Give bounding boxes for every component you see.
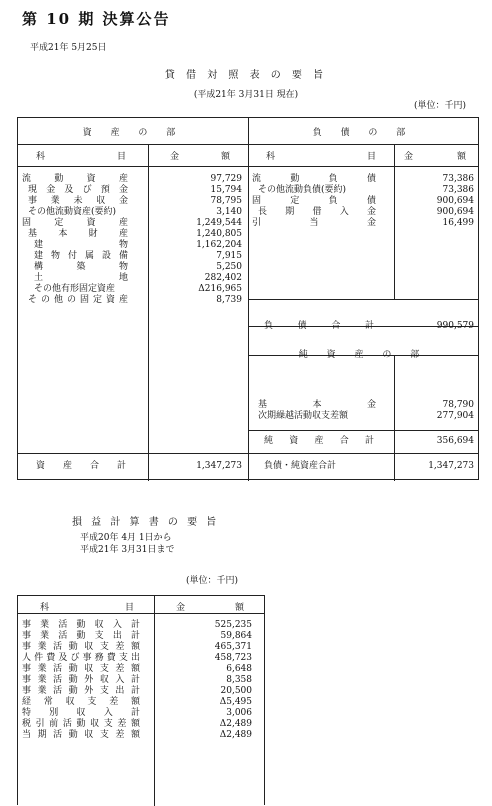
- liability-label: 長期借入金: [258, 207, 376, 217]
- asset-label: 土地: [34, 273, 128, 283]
- asset-amount: 3,140: [216, 207, 242, 217]
- asset-label: その他有形固定資産: [34, 284, 116, 294]
- assets-section-header: 資 産 の 部: [82, 128, 184, 138]
- liability-amount: 16,499: [442, 218, 474, 228]
- asset-amount: 8,739: [216, 295, 242, 305]
- net-asset-label: 基本金: [258, 400, 376, 410]
- assets-total-label: 資産合計: [36, 461, 126, 471]
- assets-total-amount: 1,347,273: [196, 461, 242, 471]
- asset-amount: 78,795: [210, 196, 242, 206]
- net-asset-amount: 277,904: [436, 411, 474, 421]
- income-statement-table: [17, 595, 265, 805]
- liability-amount: 73,386: [442, 185, 474, 195]
- net-assets-section-header: 純 資 産 の 部: [298, 350, 428, 360]
- pl-row-amount: Δ5,495: [219, 697, 252, 707]
- income-statement-unit: (単位：千円): [186, 576, 239, 586]
- asset-amount: 1,249,544: [196, 218, 242, 228]
- pl-row-amount: Δ2,489: [219, 730, 252, 740]
- announcement-date: 平成21年 5月25日: [30, 43, 107, 53]
- liabilities-total-amount: 990,579: [436, 321, 474, 331]
- asset-amount: 97,729: [210, 174, 242, 184]
- grand-total-amount: 1,347,273: [428, 461, 474, 471]
- pl-amount-column-header: 金 額: [176, 603, 244, 613]
- pl-row-label: 事業活動収入計: [22, 620, 140, 630]
- pl-row-amount: 458,723: [214, 653, 252, 663]
- asset-label: 建物付属設備: [34, 251, 128, 261]
- pl-row-label: 事業活動外支出計: [22, 686, 140, 696]
- asset-amount: 282,402: [204, 273, 242, 283]
- liability-amount: 900,694: [436, 196, 474, 206]
- liability-label: 固定負債: [252, 196, 376, 206]
- income-statement-period: [80, 532, 175, 556]
- balance-sheet-title: 貸 借 対 照 表 の 要 旨: [164, 70, 328, 81]
- pl-row-label: 経常収支差額: [22, 697, 140, 707]
- asset-label: その他流動資産(要約): [28, 207, 117, 217]
- pl-row-amount: 465,371: [214, 642, 252, 652]
- assets-amount-column-header: 金 額: [170, 152, 230, 162]
- pl-row-label: 当期活動収支差額: [22, 730, 140, 740]
- pl-row-label: 税引前活動収支差額: [22, 719, 140, 729]
- liabilities-total-label: 負債合計: [264, 321, 374, 331]
- net-assets-total-label: 純資産合計: [264, 436, 374, 446]
- income-statement-title: 損 益 計 算 書 の 要 旨: [72, 517, 220, 528]
- asset-label: 基本財産: [28, 229, 128, 239]
- asset-amount: 7,915: [216, 251, 242, 261]
- pl-row-amount: 8,358: [226, 675, 252, 685]
- assets-item-column-header: 科 目: [36, 152, 126, 162]
- balance-sheet-table: [17, 117, 479, 480]
- net-assets-total-amount: 356,694: [436, 436, 474, 446]
- grand-total-label: 負債・純資産合計: [264, 461, 337, 471]
- net-asset-label: 次期繰越活動収支差額: [258, 411, 349, 421]
- asset-label: 事業未収金: [28, 196, 128, 206]
- asset-amount: 1,240,805: [196, 229, 242, 239]
- asset-label: 構築物: [34, 262, 128, 272]
- pl-row-label: 人件費及び事務費支出: [22, 653, 140, 663]
- pl-item-column-header: 科 目: [40, 603, 134, 613]
- balance-sheet-as-of: (平成21年 3月31日 現在): [193, 90, 299, 100]
- liability-label: その他流動負債(要約): [258, 185, 347, 195]
- pl-row-amount: Δ2,489: [219, 719, 252, 729]
- asset-label: 固定資産: [22, 218, 128, 228]
- pl-row-label: 事業活動収支差額: [22, 664, 140, 674]
- liabilities-section-header: 負 債 の 部: [312, 128, 414, 138]
- balance-sheet-unit: (単位：千円): [413, 101, 466, 111]
- pl-row-amount: 59,864: [220, 631, 252, 641]
- asset-amount: 15,794: [210, 185, 242, 195]
- asset-label: その他の固定資産: [28, 295, 128, 305]
- asset-label: 現金及び預金: [28, 185, 128, 195]
- pl-row-label: 特別収入計: [22, 708, 140, 718]
- liabilities-amount-column-header: 金 額: [404, 152, 466, 162]
- asset-label: 建物: [34, 240, 128, 250]
- liability-amount: 900,694: [436, 207, 474, 217]
- period-from: 平成20年 4月 1日から: [80, 533, 172, 543]
- pl-row-label: 事業活動外収入計: [22, 675, 140, 685]
- page-title: 第 10 期 決算公告: [22, 10, 171, 28]
- pl-row-amount: 20,500: [220, 686, 252, 696]
- asset-amount: 1,162,204: [196, 240, 242, 250]
- asset-amount: Δ216,965: [198, 284, 242, 294]
- asset-label: 流動資産: [22, 174, 128, 184]
- net-asset-amount: 78,790: [442, 400, 474, 410]
- liability-label: 流動負債: [252, 174, 376, 184]
- pl-row-amount: 6,648: [226, 664, 252, 674]
- liability-label: 引当金: [252, 218, 376, 228]
- liability-amount: 73,386: [442, 174, 474, 184]
- pl-row-amount: 3,006: [226, 708, 252, 718]
- pl-row-label: 事業活動収支差額: [22, 642, 140, 652]
- asset-amount: 5,250: [216, 262, 242, 272]
- period-to: 平成21年 3月31日まで: [80, 545, 175, 555]
- pl-row-amount: 525,235: [214, 620, 252, 630]
- pl-row-label: 事業活動支出計: [22, 631, 140, 641]
- liabilities-item-column-header: 科 目: [266, 152, 376, 162]
